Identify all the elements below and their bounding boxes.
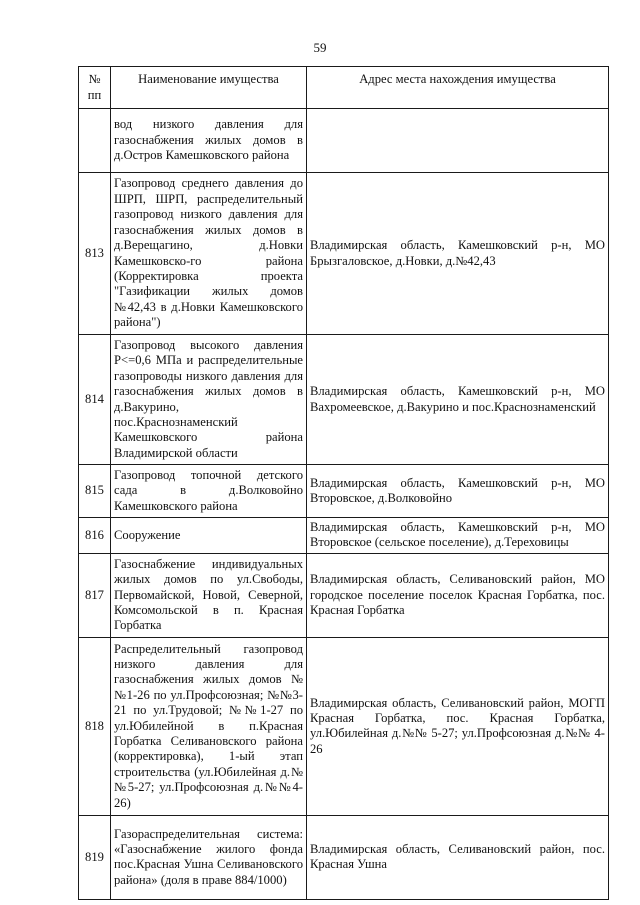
property-name: Газопровод высокого давления P<=0,6 МПа и распределительные газопроводы низкого давления для газоснабжения жилых домов в д.Вакурино, пос.Краснознаменский Камешковского района Владимирской области [111, 335, 307, 465]
property-address: Владимирская область, Селивановский район, МО городское поселение поселок Красная Горбатка, пос. Красная Горбатка [307, 553, 609, 637]
property-name: Газораспределительная система: «Газоснабжение жилого фонда пос.Красная Ушна Селивановского района» (доля в праве 884/1000) [111, 815, 307, 899]
row-number: 814 [79, 335, 111, 465]
table-row [79, 637, 609, 815]
property-table [78, 66, 609, 900]
header-num: № пп [79, 67, 111, 109]
property-name: вод низкого давления для газоснабжения жилых домов в д.Остров Камешковского района [111, 109, 307, 173]
table-row [79, 109, 609, 173]
property-address: Владимирская область, Камешковский р-н, МО Второвское (сельское поселение), д.Тереховицы [307, 518, 609, 554]
row-number [79, 109, 111, 173]
row-number: 813 [79, 173, 111, 335]
table-row [79, 553, 609, 637]
row-number: 816 [79, 518, 111, 554]
property-name: Сооружение [111, 518, 307, 554]
property-address: Владимирская область, Камешковский р-н, МО Второвское, д.Волковойно [307, 465, 609, 518]
row-number: 819 [79, 815, 111, 899]
property-name: Газоснабжение индивидуальных жилых домов по ул.Свободы, Первомайской, Новой, Северной, Комсомольской в п. Красная Горбатка [111, 553, 307, 637]
property-address [307, 109, 609, 173]
page-number: 59 [313, 40, 327, 55]
table-row [79, 335, 609, 465]
table-row [79, 465, 609, 518]
row-number: 817 [79, 553, 111, 637]
row-number: 818 [79, 637, 111, 815]
table-row [79, 518, 609, 554]
row-number: 815 [79, 465, 111, 518]
property-name: Газопровод среднего давления до ШРП, ШРП, распределительный газопровод низкого давления для газоснабжения жилых домов в д.Верещагино, д.Новки Камешковско-го района (Корректировка проекта "Газификации жилых домов №42,43 в д.Новки Камешковского района") [111, 173, 307, 335]
property-address: Владимирская область, Селивановский район, пос. Красная Ушна [307, 815, 609, 899]
property-address: Владимирская область, Камешковский р-н, МО Брызгаловское, д.Новки, д.№42,43 [307, 173, 609, 335]
table-header-row [79, 67, 609, 109]
table-row [79, 815, 609, 899]
property-name: Распределительный газопровод низкого давления для газоснабжения жилых домов №№1-26 по ул.Профсоюзная; №№3-21 по ул.Трудовой; №№1-27 по ул.Юбилейной в п.Красная Горбатка Селивановского района (корректировка), 1-ый этап строительства (ул.Юбилейная д.№№5-27; ул.Профсоюзная д.№№4-26) [111, 637, 307, 815]
property-address: Владимирская область, Селивановский район, МОГП Красная Горбатка, пос. Красная Горбатка, ул.Юбилейная д.№№ 5-27; ул.Профсоюзная д.№№ 4-26 [307, 637, 609, 815]
property-address: Владимирская область, Камешковский р-н, МО Вахромеевское, д.Вакурино и пос.Краснознаменский [307, 335, 609, 465]
header-address: Адрес места нахождения имущества [307, 67, 609, 109]
table-row [79, 173, 609, 335]
header-name: Наименование имущества [111, 67, 307, 109]
property-name: Газопровод топочной детского сада в д.Волковойно Камешковского района [111, 465, 307, 518]
